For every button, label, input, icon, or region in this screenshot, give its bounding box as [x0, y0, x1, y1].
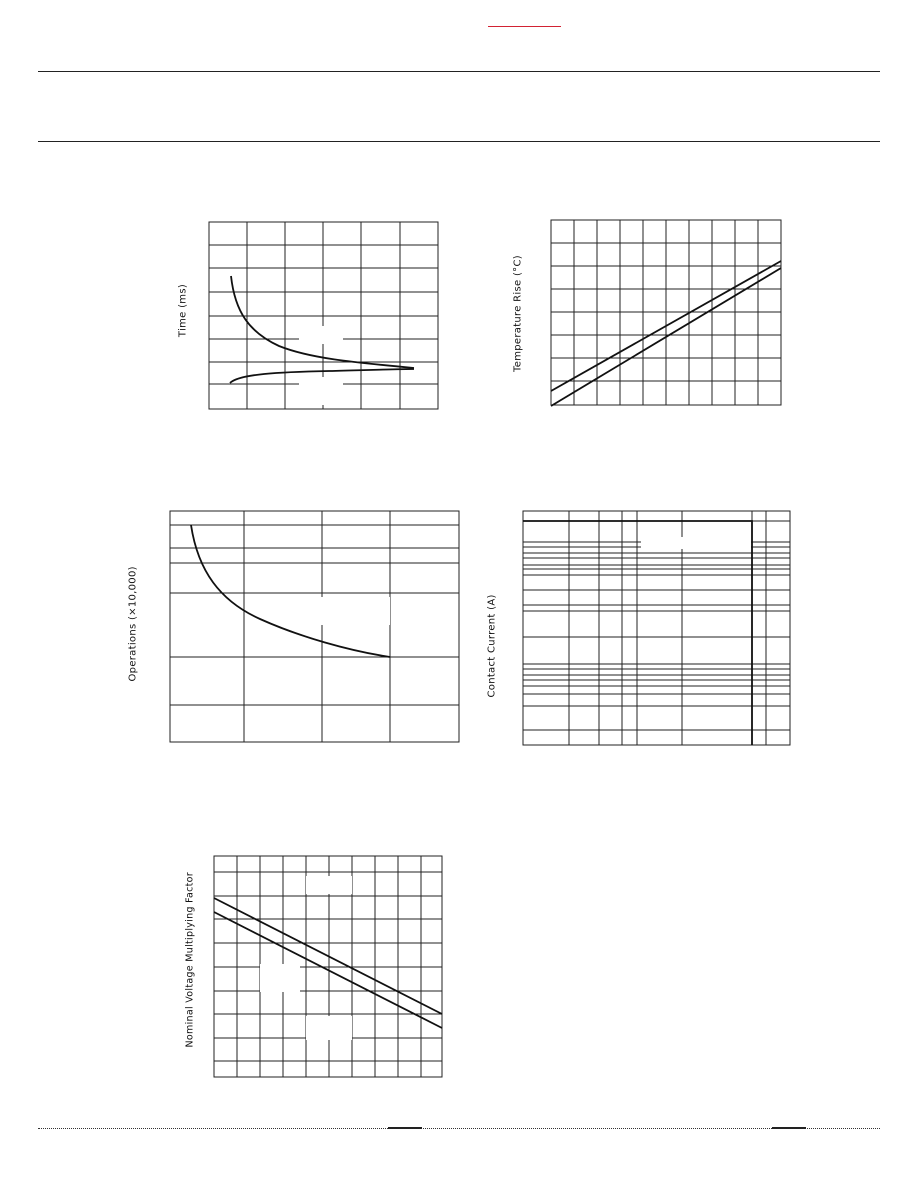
chart-life-ylabel: Operations (×10,000)	[127, 566, 139, 682]
label-gap	[306, 876, 352, 894]
footer-rule	[38, 1128, 880, 1129]
header-link-underline[interactable]	[488, 26, 561, 27]
label-gap	[299, 377, 343, 405]
chart-contact-current-ylabel: Contact Current (A)	[486, 594, 498, 698]
plot-frame	[170, 511, 459, 742]
series-line-upper	[214, 898, 442, 1014]
chart-operate-time	[209, 222, 438, 409]
series-curve-life	[191, 525, 390, 657]
series-line-lower	[214, 912, 442, 1028]
header-rule-top	[38, 71, 880, 72]
label-gap	[260, 964, 300, 992]
label-gap	[641, 537, 751, 549]
chart-contact-current	[523, 511, 790, 745]
chart-voltage-factor	[214, 856, 442, 1077]
footer-mark-left	[388, 1127, 422, 1129]
chart-voltage-factor-ylabel: Nominal Voltage Multiplying Factor	[184, 872, 196, 1048]
footer-mark-right	[772, 1127, 806, 1129]
header-rule-bottom	[38, 141, 880, 142]
chart-temp-rise-ylabel: Temperature Rise (°C)	[512, 255, 524, 372]
chart-life	[170, 511, 459, 742]
label-gap	[306, 1016, 352, 1040]
label-gap	[299, 326, 343, 344]
chart-operate-time-ylabel: Time (ms)	[177, 283, 189, 338]
label-gap	[320, 597, 390, 625]
chart-temp-rise	[551, 220, 781, 405]
